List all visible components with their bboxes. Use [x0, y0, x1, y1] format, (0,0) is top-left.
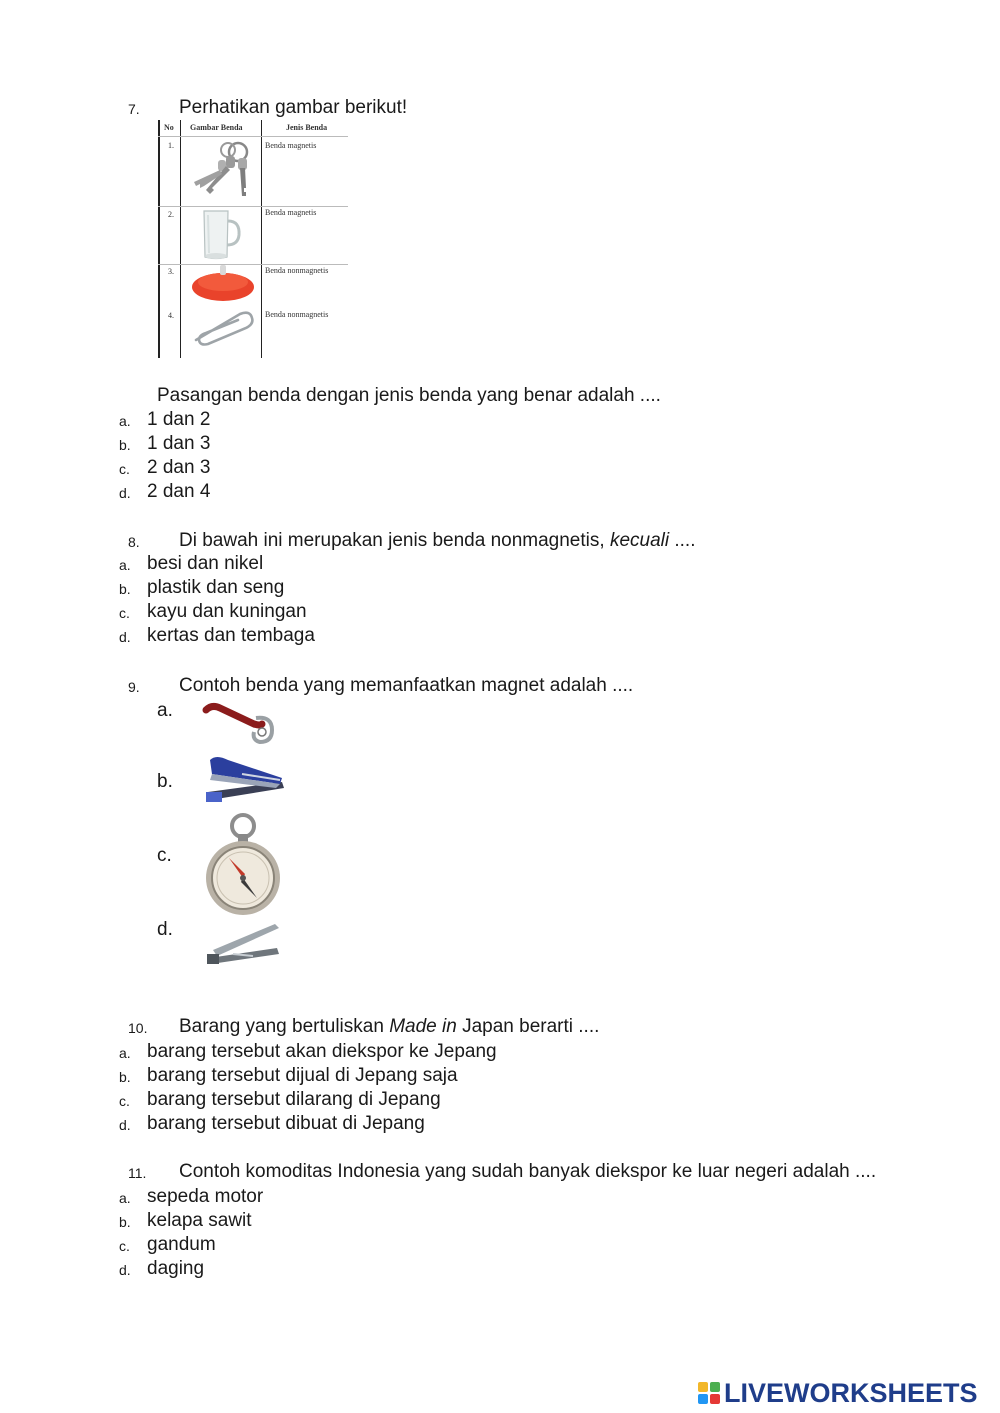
question-10-text: Barang yang bertuliskan Made in Japan berarti .... [179, 1016, 600, 1037]
table-row-1-no: 1. [168, 141, 174, 150]
q10-option-b-label: b. [119, 1069, 131, 1085]
q9-option-a-label[interactable]: a. [157, 700, 173, 721]
table-row-3-type: Benda nonmagnetis [265, 266, 329, 275]
q9-option-b-label[interactable]: b. [157, 771, 173, 792]
q9-option-c-label[interactable]: c. [157, 845, 172, 866]
question-7-text: Pasangan benda dengan jenis benda yang benar adalah .... [157, 385, 661, 406]
q8-option-d[interactable]: kertas dan tembaga [147, 625, 315, 646]
magnet-table [158, 120, 348, 358]
q11-option-c-label: c. [119, 1238, 130, 1254]
q11-option-d-label: d. [119, 1262, 131, 1278]
q11-option-d[interactable]: daging [147, 1258, 205, 1279]
q8-option-c[interactable]: kayu dan kuningan [147, 601, 307, 622]
q7-option-a-label: a. [119, 413, 131, 429]
table-row-2-type: Benda magnetis [265, 208, 317, 217]
q10-option-d[interactable]: barang tersebut dibuat di Jepang [147, 1113, 425, 1134]
paper-clip-image [190, 308, 256, 348]
question-11-text: Contoh komoditas Indonesia yang sudah banyak diekspor ke luar negeri adalah .... [179, 1161, 877, 1182]
nail-clipper-image[interactable] [203, 920, 283, 968]
q7-option-d[interactable]: 2 dan 4 [147, 481, 211, 502]
q8-option-a-label: a. [119, 557, 131, 573]
q11-option-b[interactable]: kelapa sawit [147, 1210, 252, 1231]
keys-image [188, 138, 256, 202]
compass-image[interactable] [203, 812, 283, 918]
q8-option-c-label: c. [119, 605, 130, 621]
q8-option-a[interactable]: besi dan nikel [147, 553, 264, 574]
question-7-prompt: Perhatikan gambar berikut! [179, 97, 408, 118]
glass-mug-image [198, 209, 244, 261]
q9-option-d-label[interactable]: d. [157, 919, 173, 940]
q10-option-b[interactable]: barang tersebut dijual di Jepang saja [147, 1065, 458, 1086]
q10-option-a[interactable]: barang tersebut akan diekspor ke Jepang [147, 1041, 497, 1062]
bottle-opener-image[interactable] [202, 702, 278, 746]
question-9-text: Contoh benda yang memanfaatkan magnet adalah .... [179, 675, 634, 696]
table-row-4-no: 4. [168, 311, 174, 320]
table-row-3-no: 3. [168, 267, 174, 276]
q7-option-d-label: d. [119, 485, 131, 501]
red-push-pin-image [190, 265, 256, 303]
q8-option-b[interactable]: plastik dan seng [147, 577, 285, 598]
question-7-number: 7. [128, 101, 140, 117]
logo-text: LIVEWORKSHEETS [724, 1377, 978, 1408]
q8-option-b-label: b. [119, 581, 131, 597]
q10-option-d-label: d. [119, 1117, 131, 1133]
table-row-2-no: 2. [168, 210, 174, 219]
q11-option-b-label: b. [119, 1214, 131, 1230]
liveworksheets-logo-icon [698, 1382, 720, 1404]
table-header-image: Gambar Benda [190, 123, 243, 132]
table-row-1-type: Benda magnetis [265, 141, 317, 150]
question-9-number: 9. [128, 679, 140, 695]
q7-option-c[interactable]: 2 dan 3 [147, 457, 211, 478]
question-8-number: 8. [128, 534, 140, 550]
question-8-text: Di bawah ini merupakan jenis benda nonmagnetis, kecuali .... [179, 530, 696, 551]
liveworksheets-logo[interactable] [698, 1378, 978, 1408]
table-header-no: No [164, 123, 174, 132]
question-11-number: 11. [128, 1165, 147, 1181]
q7-option-c-label: c. [119, 461, 130, 477]
table-row-4-type: Benda nonmagnetis [265, 310, 329, 319]
q7-option-b[interactable]: 1 dan 3 [147, 433, 211, 454]
q11-option-a-label: a. [119, 1190, 131, 1206]
q11-option-c[interactable]: gandum [147, 1234, 216, 1255]
q10-option-c[interactable]: barang tersebut dilarang di Jepang [147, 1089, 441, 1110]
stapler-image[interactable] [202, 752, 288, 808]
q11-option-a[interactable]: sepeda motor [147, 1186, 264, 1207]
q10-option-a-label: a. [119, 1045, 131, 1061]
q7-option-b-label: b. [119, 437, 131, 453]
q8-option-d-label: d. [119, 629, 131, 645]
q7-option-a[interactable]: 1 dan 2 [147, 409, 211, 430]
table-header-type: Jenis Benda [286, 123, 328, 132]
q10-option-c-label: c. [119, 1093, 130, 1109]
question-10-number: 10. [128, 1020, 148, 1036]
